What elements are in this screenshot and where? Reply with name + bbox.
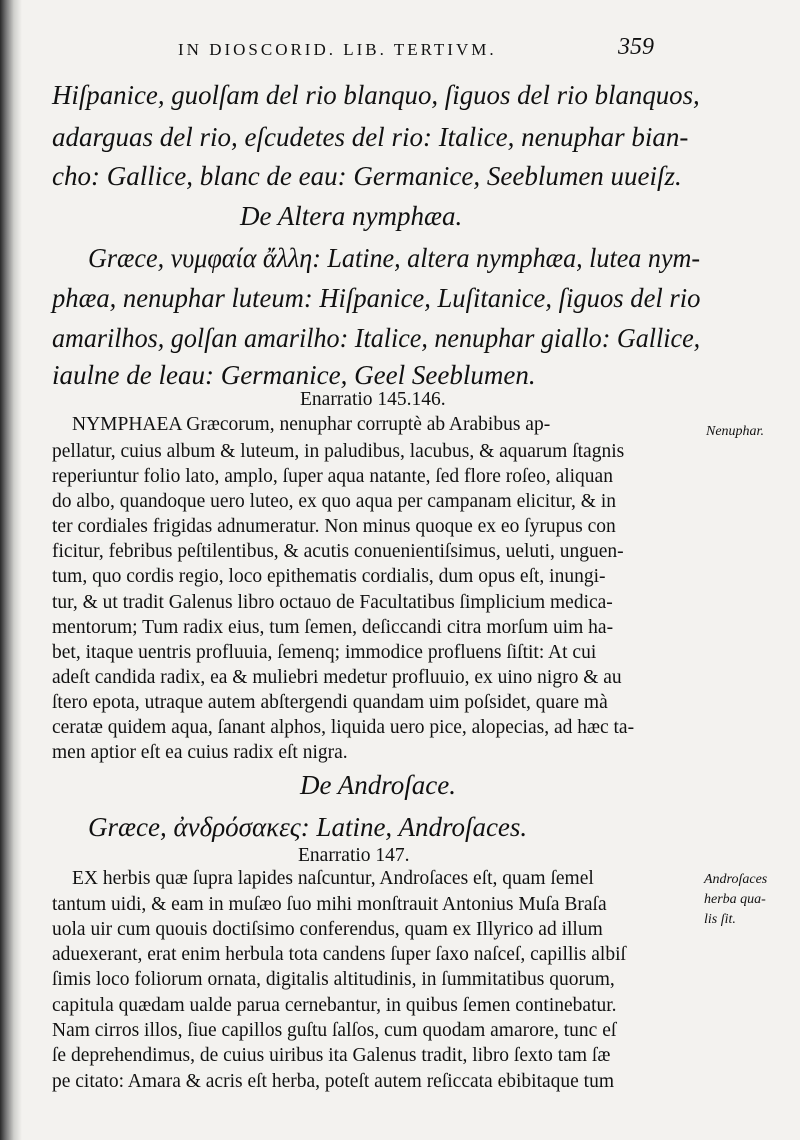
text-line: pe citato: Amara & acris eſt herba, poteſt autem reſiccata ebibitaque tum (52, 1071, 615, 1092)
binding-shadow (0, 0, 22, 1140)
text-line: reperiuntur folio lato, amplo, ſuper aqua natante, ſed flore roſeo, aliquan (52, 466, 613, 487)
text-line: mentorum; Tum radix eius, tum ſemen, deſiccandi citra morſum uim ha- (52, 617, 614, 638)
text-line: Græce, νυμφαία ἄλλη: Latine, altera nymphæa, lutea nym- (88, 243, 701, 273)
text-line: phæa, nenuphar luteum: Hiſpanice, Luſitanice, ſiguos del rio (52, 283, 701, 313)
text-line: ficitur, febribus peſtilentibus, & acutis conuenientiſsimus, ueluti, unguen- (52, 541, 624, 562)
marginal-note: herba qua- (704, 892, 766, 907)
text-line: ceratæ quidem aqua, ſanant alphos, liquida uero pice, alopecias, ad hæc ta- (52, 717, 635, 738)
text-line: cho: Gallice, blanc de eau: Germanice, Seeblumen uueiſz. (52, 161, 682, 191)
text-line: do albo, quandoque uero luteo, ex quo aqua per campanam elicitur, & in (52, 491, 616, 512)
text-line: tantum uidi, & eam in muſæo ſuo mihi monſtrauit Antonius Muſa Braſa (52, 894, 607, 915)
text-line: NYMPHAEA Græcorum, nenuphar corruptè ab Arabibus ap- (72, 414, 551, 435)
text-line: EX herbis quæ ſupra lapides naſcuntur, Androſaces eſt, quam ſemel (72, 868, 594, 889)
text-line: Græce, ἀνδρόσακες: Latine, Androſaces. (88, 812, 528, 842)
text-line: De Androſace. (300, 770, 456, 800)
text-line: iaulne de leau: Germanice, Geel Seeblumen. (52, 360, 536, 390)
running-head: IN DIOSCORID. LIB. TERTIVM. (178, 40, 497, 59)
marginal-note: Nenuphar. (706, 424, 764, 439)
text-line: amarilhos, golſan amarilho: Italice, nenuphar giallo: Gallice, (52, 323, 701, 353)
text-line: pellatur, cuius album & luteum, in paludibus, lacubus, & aquarum ſtagnis (52, 441, 625, 462)
text-line: men aptior eſt ea cuius radix eſt nigra. (52, 742, 348, 763)
text-line: Enarratio 147. (298, 845, 410, 866)
text-line: uola uir cum quouis doctiſsimo conferendus, quam ex Illyrico ad illum (52, 919, 603, 940)
text-line: ſtero epota, utraque autem abſtergendi quandam uim poſsidet, quare mà (52, 692, 608, 713)
marginal-note: lis ſit. (704, 912, 736, 927)
text-line: aduexerant, erat enim herbula tota candens ſuper ſaxo naſceſ, capillis albiſ (52, 944, 626, 965)
text-line: capitula quædam ualde parua cernebantur, in quibus ſemen continebatur. (52, 995, 617, 1016)
text-line: ſe deprehendimus, de cuius uiribus ita Galenus tradit, libro ſexto tam ſæ (52, 1045, 611, 1066)
text-line: tum, quo cordis regio, loco epithematis cordialis, dum opus eſt, inungi- (52, 566, 606, 587)
text-line: tur, & ut tradit Galenus libro octauo de Facultatibus ſimplicium medica- (52, 592, 613, 613)
text-line: Enarratio 145.146. (300, 389, 446, 410)
text-line: adeſt candida radix, ea & muliebri medetur profluuio, ex uino nigro & au (52, 667, 622, 688)
marginal-note: Androſaces (704, 872, 768, 887)
page-number: 359 (618, 34, 654, 60)
text-line: adarguas del rio, eſcudetes del rio: Italice, nenuphar bian- (52, 122, 689, 152)
text-line: ter cordiales frigidas adnumeratur. Non minus quoque ex eo ſyrupus con (52, 516, 616, 537)
text-line: bet, itaque uentris profluuia, ſemenq; immodice profluens ſiſtit: At cui (52, 642, 597, 663)
text-line: Hiſpanice, guolſam del rio blanquo, ſiguos del rio blanquos, (52, 80, 700, 110)
text-line: Nam cirros illos, ſiue capillos guſtu ſalſos, cum quodam amarore, tunc eſ (52, 1020, 617, 1041)
text-line: ſimis loco foliorum ornata, digitalis altitudinis, in ſummitatibus quorum, (52, 969, 615, 990)
text-line: De Altera nymphæa. (240, 201, 463, 231)
